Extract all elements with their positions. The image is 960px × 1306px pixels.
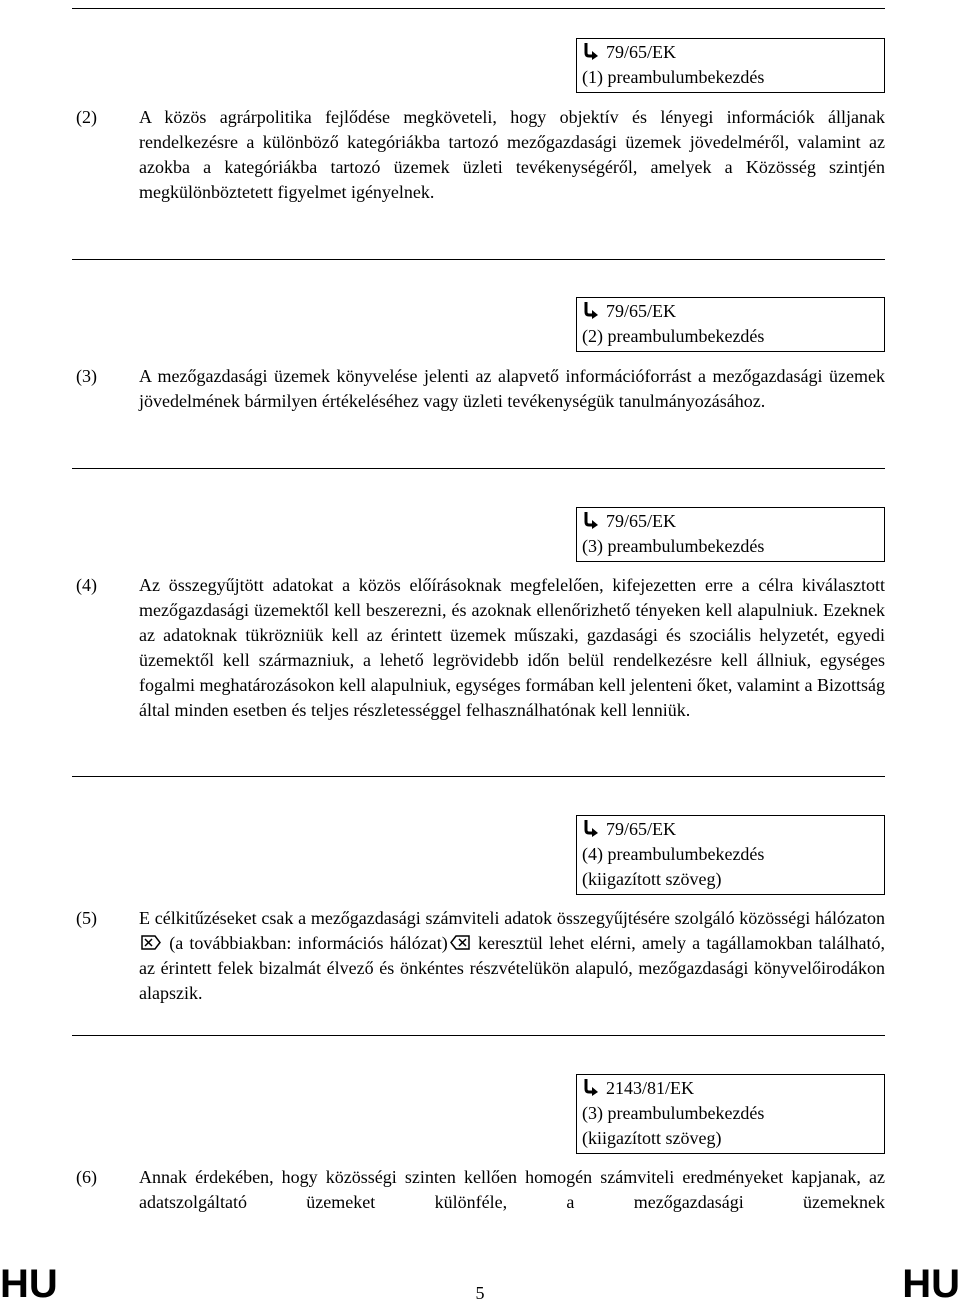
insertion-end-marker-icon — [450, 935, 470, 950]
source-recital: (3) preambulumbekezdés — [582, 1103, 765, 1123]
top-divider — [72, 8, 885, 9]
source-act: 79/65/EK — [606, 511, 676, 531]
recital-text: A mezőgazdasági üzemek könyvelése jelenti az alapvető információforrást a mezőgazdasági üzemek jövedelmének bármilyen értékeléséhez vagy üzleti tevékenységük tanulmányozásához. — [139, 366, 885, 411]
section-divider — [72, 776, 885, 777]
language-code-right: HU — [902, 1262, 960, 1306]
arrow-down-right-icon — [582, 1078, 600, 1096]
section-divider — [72, 468, 885, 469]
page-number: 5 — [475, 1283, 485, 1303]
source-note: (kiigazított szöveg) — [582, 1128, 722, 1148]
source-act: 79/65/EK — [606, 301, 676, 321]
recital-text-part: Annak érdekében, hogy közösségi szinten kellően homogén számviteli eredményeket kapjanak, az adatszolgáltató üzemeket különféle, a mezőgazdasági üzemeknek — [139, 1167, 885, 1212]
recital-text — [139, 906, 885, 1006]
recital-paragraph — [76, 105, 885, 205]
source-act: 79/65/EK — [606, 819, 676, 839]
source-note: (kiigazított szöveg) — [582, 869, 722, 889]
recital-paragraph — [76, 1165, 885, 1215]
recital-number: (2) — [76, 107, 97, 127]
recital-number: (6) — [76, 1167, 97, 1187]
recital-text-part: keresztül lehet elérni, amely a tagállamokban található, az érintett felek bizalmát élvező és önkéntes részvételükön alapuló, mezőgazdasági könyvelőirodákon alapszik. — [139, 933, 886, 1003]
arrow-down-right-icon — [582, 301, 600, 319]
source-act: 2143/81/EK — [606, 1078, 694, 1098]
source-reference-box — [576, 815, 885, 895]
recital-paragraph — [76, 573, 885, 723]
insertion-start-marker-icon — [141, 935, 161, 950]
source-reference-box — [576, 297, 885, 352]
arrow-down-right-icon — [582, 511, 600, 529]
recital-text-part: E célkitűzéseket csak a mezőgazdasági számviteli adatok összegyűjtésére szolgáló közösségi hálózaton — [139, 908, 885, 928]
source-recital: (2) preambulumbekezdés — [582, 326, 765, 346]
recital-paragraph — [76, 364, 885, 414]
arrow-down-right-icon — [582, 819, 600, 837]
recital-number: (3) — [76, 366, 97, 386]
recital-text: Az összegyűjtött adatokat a közös előírásoknak megfelelően, kifejezetten erre a célra kiválasztott mezőgazdasági üzemektől kell beszerezni, és azoknak ellenőrizhető tényeken kell alapulniuk. Ezeknek az adatoknak tükrözniük kell az érintett üzemek műszaki, gazdasági és szociális helyzetét, egyedi üzemektől kell származniuk, a lehető legrövidebb időn belül rendelkezésre kell állniuk, egységes fogalmi meghatározásokon kell alapulniuk, egységes formában kell jelenteni őket, valamint a Bizottság által minden esetben és teljes részletességgel felhasználhatónak kell lenniük. — [139, 575, 885, 720]
section-divider — [72, 1035, 885, 1036]
arrow-down-right-icon — [582, 42, 600, 60]
recital-text — [139, 1165, 885, 1215]
recital-paragraph — [76, 906, 885, 1006]
source-reference-box — [576, 507, 885, 562]
inserted-text: (a továbbiakban: információs hálózat) — [169, 933, 448, 953]
source-recital: (1) preambulumbekezdés — [582, 67, 765, 87]
source-recital: (4) preambulumbekezdés — [582, 844, 765, 864]
language-code-left: HU — [0, 1262, 58, 1306]
source-act: 79/65/EK — [606, 42, 676, 62]
source-recital: (3) preambulumbekezdés — [582, 536, 765, 556]
recital-text: A közös agrárpolitika fejlődése megköveteli, hogy objektív és lényegi információk álljanak rendelkezésre a különböző kategóriákba tartozó mezőgazdasági üzemek jövedelméről, valamint az azokba a kategóriákba tartozó üzemek üzleti tevékenységéről, amelyek a Közösség szintjén megkülönböztetett figyelmet igényelnek. — [139, 107, 885, 202]
source-reference-box — [576, 1074, 885, 1154]
section-divider — [72, 259, 885, 260]
source-reference-box — [576, 38, 885, 93]
recital-number: (5) — [76, 908, 97, 928]
recital-number: (4) — [76, 575, 97, 595]
